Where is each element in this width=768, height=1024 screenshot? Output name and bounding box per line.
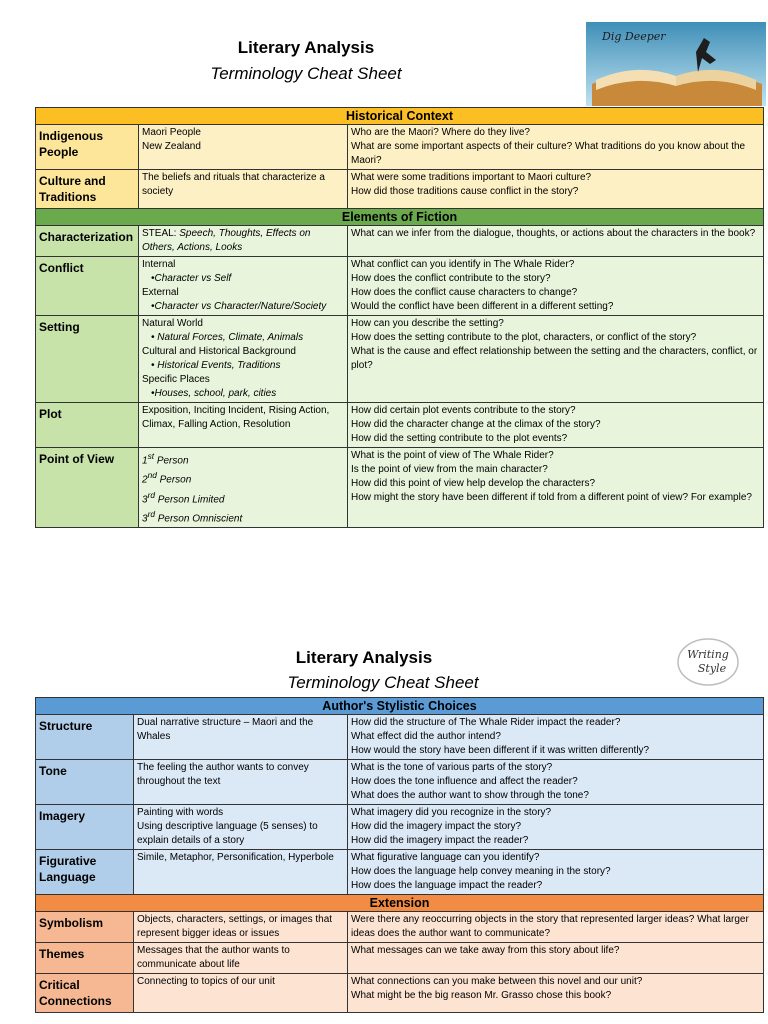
definition-line: Internal xyxy=(142,259,176,270)
table-row xyxy=(36,170,764,209)
questions-cell xyxy=(348,403,764,448)
question-line: How did certain plot events contribute to the story? xyxy=(351,405,576,416)
definition-line: The beliefs and rituals that characterize a society xyxy=(142,172,325,197)
question-line: How does the language impact the reader? xyxy=(351,880,543,891)
question-line: How did those traditions cause conflict in the story? xyxy=(351,186,579,197)
question-line: What connections can you make between this novel and our unit? xyxy=(351,976,643,987)
table-row xyxy=(36,403,764,448)
question-line: Were there any reoccurring objects in the story that represented larger ideas? What larger ideas does the author want to communicate? xyxy=(351,914,749,939)
definition-cell xyxy=(134,715,348,760)
definition-line: External xyxy=(142,287,179,298)
question-line: How does the language help convey meaning in the story? xyxy=(351,866,611,877)
term-structure: Structure xyxy=(36,715,134,760)
definition-line: Exposition, Inciting Incident, Rising Action, Climax, Falling Action, Resolution xyxy=(142,405,330,430)
definition-prefix: STEAL: xyxy=(142,228,180,239)
question-line: What figurative language can you identify? xyxy=(351,852,540,863)
table-row xyxy=(36,943,764,974)
definition-cell xyxy=(139,226,348,257)
questions-cell xyxy=(348,943,764,974)
question-line: What can we infer from the dialogue, thoughts, or actions about the characters in the book? xyxy=(351,228,756,239)
dig-deeper-logo xyxy=(586,22,766,106)
definition-line: Painting with words xyxy=(137,807,224,818)
table-row xyxy=(36,805,764,850)
term-plot: Plot xyxy=(36,403,139,448)
term-figurative-language: Figurative Language xyxy=(36,850,134,895)
questions-cell xyxy=(348,226,764,257)
definition-line: Specific Places xyxy=(142,374,210,385)
question-line: What is the cause and effect relationship between the setting and the characters, conflict, or plot? xyxy=(351,346,758,371)
question-line: How did the character change at the climax of the story? xyxy=(351,419,601,430)
definition-detail: Speech, Thoughts, Effects on Others, Actions, Looks xyxy=(142,228,311,253)
definition-line: Simile, Metaphor, Personification, Hyperbole xyxy=(137,852,334,863)
page-subtitle: Terminology Cheat Sheet xyxy=(210,64,402,83)
pov-item: 3rd Person Limited xyxy=(142,489,225,505)
writing-style-logo xyxy=(676,637,740,687)
question-line: Who are the Maori? Where do they live? xyxy=(351,127,530,138)
historical-fiction-table xyxy=(35,107,764,528)
definition-cell xyxy=(134,760,348,805)
logo-line-2: Style xyxy=(697,662,727,675)
definition-line: Messages that the author wants to communicate about life xyxy=(137,945,290,970)
term-indigenous-people: Indigenous People xyxy=(36,125,139,170)
question-line: What might be the big reason Mr. Grasso chose this book? xyxy=(351,990,612,1001)
definition-cell xyxy=(139,403,348,448)
question-line: How did the structure of The Whale Rider impact the reader? xyxy=(351,717,621,728)
elements-of-fiction-header: Elements of Fiction xyxy=(36,209,764,226)
questions-cell xyxy=(348,760,764,805)
definition-cell xyxy=(139,257,348,316)
pov-item: 1st Person xyxy=(142,451,189,467)
definition-cell xyxy=(134,850,348,895)
term-critical-connections: Critical Connections xyxy=(36,974,134,1013)
questions-cell xyxy=(348,316,764,403)
question-line: Would the conflict have been different in a different setting? xyxy=(351,301,614,312)
question-line: How does the conflict contribute to the story? xyxy=(351,273,551,284)
question-line: What effect did the author intend? xyxy=(351,731,501,742)
open-book-icon xyxy=(586,22,766,106)
definition-line: Objects, characters, settings, or images that represent bigger ideas or issues xyxy=(137,914,333,939)
page-title-2: Literary Analysis xyxy=(295,648,433,667)
term-themes: Themes xyxy=(36,943,134,974)
writing-style-badge-icon xyxy=(676,637,740,687)
logo-line-1: Writing xyxy=(687,648,729,661)
historical-context-header: Historical Context xyxy=(36,108,764,125)
question-line: How would the story have been different if it was written differently? xyxy=(351,745,650,756)
questions-cell xyxy=(348,170,764,209)
table-row xyxy=(36,850,764,895)
question-line: How can you describe the setting? xyxy=(351,318,504,329)
question-line: What imagery did you recognize in the story? xyxy=(351,807,552,818)
extension-header: Extension xyxy=(36,895,764,912)
bullet-item: • Natural Forces, Climate, Animals xyxy=(151,332,304,343)
term-culture-traditions: Culture and Traditions xyxy=(36,170,139,209)
term-setting: Setting xyxy=(36,316,139,403)
bullet-item: •Character vs Self xyxy=(151,273,232,284)
definition-cell xyxy=(139,316,348,403)
table-row xyxy=(36,912,764,943)
definition-line: New Zealand xyxy=(142,141,201,152)
logo-text: Dig Deeper xyxy=(602,30,666,43)
question-line: What is the point of view of The Whale Rider? xyxy=(351,450,554,461)
table-row xyxy=(36,257,764,316)
definition-cell xyxy=(139,170,348,209)
term-conflict: Conflict xyxy=(36,257,139,316)
page-title: Literary Analysis xyxy=(237,38,375,57)
question-line: How does the tone influence and affect the reader? xyxy=(351,776,578,787)
question-line: What conflict can you identify in The Whale Rider? xyxy=(351,259,575,270)
questions-cell xyxy=(348,912,764,943)
definition-cell xyxy=(134,974,348,1013)
definition-line: Connecting to topics of our unit xyxy=(137,976,275,987)
term-tone: Tone xyxy=(36,760,134,805)
definition-line: Dual narrative structure – Maori and the Whales xyxy=(137,717,314,742)
questions-cell xyxy=(348,448,764,528)
question-line: What are some important aspects of their culture? What traditions do you know about the Maori? xyxy=(351,141,746,166)
questions-cell xyxy=(348,850,764,895)
stylistic-extension-table xyxy=(35,697,764,1013)
definition-line: Using descriptive language (5 senses) to explain details of a story xyxy=(137,821,318,846)
table-row xyxy=(36,316,764,403)
definition-cell xyxy=(139,448,348,528)
pov-item: 2nd Person xyxy=(142,470,192,486)
question-line: What is the tone of various parts of the story? xyxy=(351,762,553,773)
table-row xyxy=(36,974,764,1013)
question-line: How did the setting contribute to the plot events? xyxy=(351,433,568,444)
bullet-item: • Historical Events, Traditions xyxy=(151,360,281,371)
questions-cell xyxy=(348,715,764,760)
pov-item: 3rd Person Omniscient xyxy=(142,508,243,525)
term-characterization: Characterization xyxy=(36,226,139,257)
questions-cell xyxy=(348,125,764,170)
bullet-item: •Houses, school, park, cities xyxy=(151,388,277,399)
term-imagery: Imagery xyxy=(36,805,134,850)
definition-line: Natural World xyxy=(142,318,203,329)
stylistic-choices-header: Author's Stylistic Choices xyxy=(36,698,764,715)
definition-line: The feeling the author wants to convey throughout the text xyxy=(137,762,309,787)
question-line: What does the author want to show through the tone? xyxy=(351,790,589,801)
table-row xyxy=(36,715,764,760)
questions-cell xyxy=(348,257,764,316)
question-line: How does the setting contribute to the plot, characters, or conflict of the story? xyxy=(351,332,697,343)
definition-cell xyxy=(134,912,348,943)
table-row xyxy=(36,760,764,805)
table-row xyxy=(36,226,764,257)
questions-cell xyxy=(348,974,764,1013)
question-line: Is the point of view from the main character? xyxy=(351,464,548,475)
definition-cell xyxy=(134,943,348,974)
table-row xyxy=(36,125,764,170)
question-line: How did the imagery impact the story? xyxy=(351,821,522,832)
definition-line: Cultural and Historical Background xyxy=(142,346,296,357)
page-subtitle-2: Terminology Cheat Sheet xyxy=(287,673,479,692)
question-line: How did the imagery impact the reader? xyxy=(351,835,529,846)
question-line: How does the conflict cause characters to change? xyxy=(351,287,578,298)
table-row xyxy=(36,448,764,528)
question-line: How did this point of view help develop the characters? xyxy=(351,478,596,489)
questions-cell xyxy=(348,805,764,850)
definition-cell xyxy=(139,125,348,170)
definition-cell xyxy=(134,805,348,850)
term-point-of-view: Point of View xyxy=(36,448,139,528)
definition-line: Maori People xyxy=(142,127,201,138)
bullet-item: •Character vs Character/Nature/Society xyxy=(151,301,327,312)
question-line: What were some traditions important to Maori culture? xyxy=(351,172,592,183)
question-line: How might the story have been different if told from a different point of view? For example? xyxy=(351,492,752,503)
term-symbolism: Symbolism xyxy=(36,912,134,943)
question-line: What messages can we take away from this story about life? xyxy=(351,945,620,956)
